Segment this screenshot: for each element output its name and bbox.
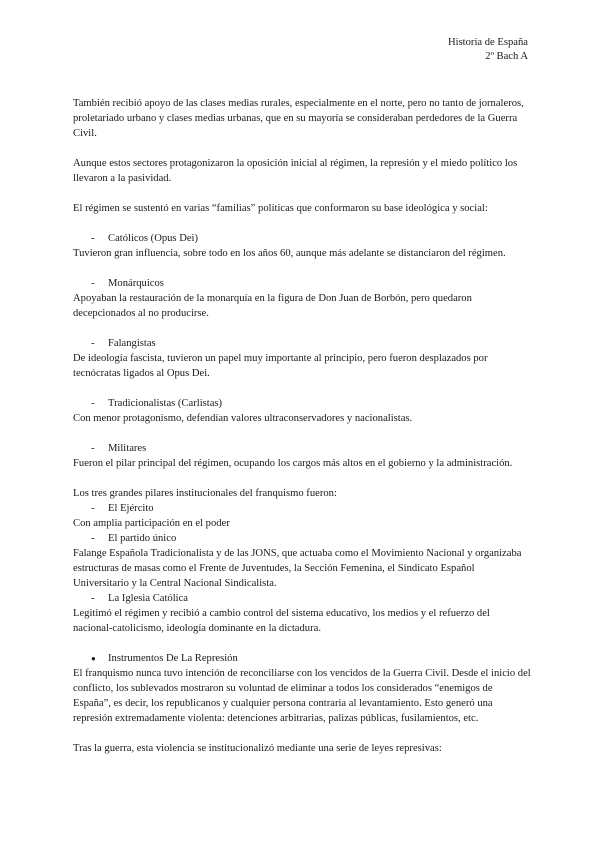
family-title: Tradicionalistas (Carlistas)	[108, 398, 223, 409]
paragraph: También recibió apoyo de las clases medias rurales, especialmente en el norte, pero no tanto de jornaleros, proletariado urbano y clases medias urbanas, que en su mayoría se consideraban perdedores de la Guerra Civil.	[73, 98, 524, 139]
pillar-item	[73, 591, 531, 636]
dash-marker: -	[91, 233, 95, 244]
header-course: 2º Bach A	[485, 51, 528, 62]
family-text: Apoyaban la restauración de la monarquía en la figura de Don Juan de Borbón, pero quedaron decepcionados al no producirse.	[73, 293, 472, 319]
family-item	[73, 276, 531, 321]
family-text: De ideología fascista, tuvieron un papel muy importante al principio, pero fueron desplazados por tecnócratas ligados al Opus Dei.	[73, 353, 488, 379]
paragraph: El régimen se sustentó en varias “familias” políticas que conformaron su base ideológica y social:	[73, 203, 488, 214]
family-text: Tuvieron gran influencia, sobre todo en los años 60, aunque más adelante se distanciaron del régimen.	[73, 248, 506, 259]
family-item	[73, 396, 531, 426]
pillar-title: El partido único	[108, 533, 177, 544]
family-text: Con menor protagonismo, defendían valores ultraconservadores y nacionalistas.	[73, 413, 413, 424]
pillar-item	[73, 531, 531, 591]
dash-marker: -	[91, 593, 95, 604]
family-title: Católicos (Opus Dei)	[108, 233, 199, 244]
pillar-item	[73, 501, 531, 531]
section-heading	[73, 651, 531, 666]
family-item	[73, 336, 531, 381]
dash-marker: -	[91, 503, 95, 514]
family-title: Militares	[108, 443, 147, 454]
paragraph: El franquismo nunca tuvo intención de reconciliarse con los vencidos de la Guerra Civil. Desde el inicio del conflicto, los sublevados mostraron su voluntad de eliminar a todos los considerados “enemigos de España”, es decir, los republicanos y cualquier persona contraria al levantamiento. Esto generó una represión extremadamente violenta: detenciones arbitrarias, palizas públicas, fusilamientos, etc.	[73, 668, 531, 724]
dash-marker: -	[91, 533, 95, 544]
family-title: Falangistas	[108, 338, 156, 349]
document-body	[73, 96, 531, 756]
pillar-text: Con amplia participación en el poder	[73, 518, 230, 529]
family-text: Fueron el pilar principal del régimen, ocupando los cargos más altos en el gobierno y la administración.	[73, 458, 513, 469]
family-item	[73, 231, 531, 261]
pillar-text: Falange Española Tradicionalista y de las JONS, que actuaba como el Movimiento Nacional y organizaba estructuras de masas como el Frente de Juventudes, la Sección Femenina, el Sindicato Español Universitario y la Central Nacional Sindicalista.	[73, 548, 522, 589]
pillar-title: El Ejército	[108, 503, 154, 514]
header-subject: Historia de España	[447, 37, 528, 48]
family-item	[73, 441, 531, 471]
pillar-text: Legitimó el régimen y recibió a cambio control del sistema educativo, los medios y el refuerzo del nacional-catolicismo, ideología dominante en la dictadura.	[73, 608, 490, 634]
paragraph: Tras la guerra, esta violencia se institucionalizó mediante una serie de leyes represivas:	[73, 743, 442, 754]
pillar-title: La Iglesia Católica	[108, 593, 189, 604]
section-heading-text: Instrumentos De La Represión	[108, 653, 238, 664]
dash-marker: -	[91, 338, 95, 349]
dash-marker: -	[91, 398, 95, 409]
paragraph: Los tres grandes pilares institucionales del franquismo fueron:	[73, 488, 337, 499]
paragraph: Aunque estos sectores protagonizaron la oposición inicial al régimen, la represión y el miedo político los llevaron a la pasividad.	[73, 158, 518, 184]
dash-marker: -	[91, 443, 95, 454]
bullet-dot-icon: ●	[91, 654, 96, 663]
family-title: Monárquicos	[108, 278, 164, 289]
page-header	[448, 36, 528, 64]
dash-marker: -	[91, 278, 95, 289]
